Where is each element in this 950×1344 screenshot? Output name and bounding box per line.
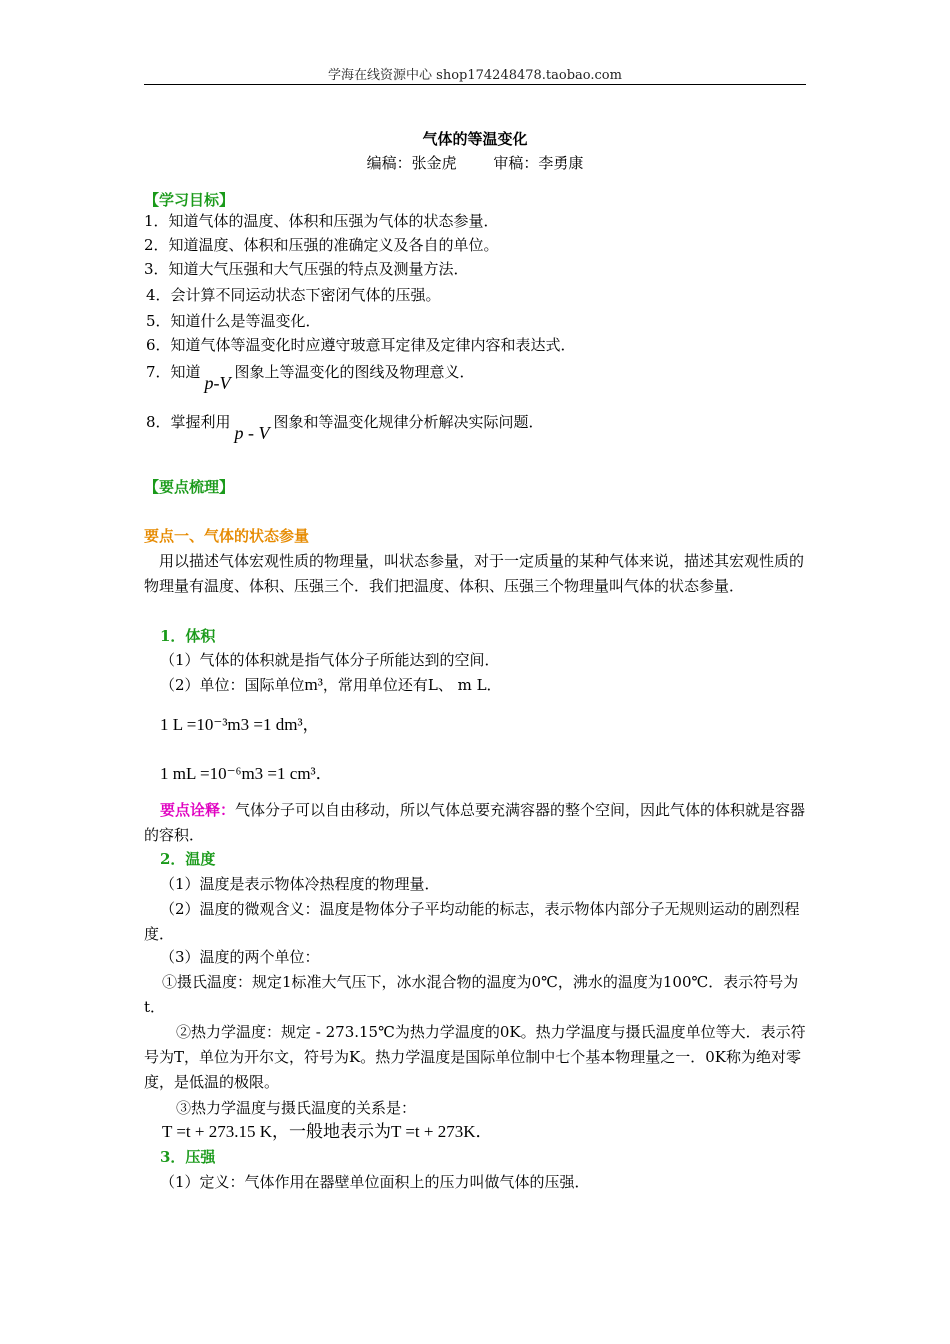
pressure-heading: 3．压强 (160, 1148, 216, 1166)
goal-item: 2．知道温度、体积和压强的准确定义及各自的单位。 (144, 236, 499, 254)
temperature-item: （2）温度的微观含义：温度是物体分子平均动能的标志，表示物体内部分子无规则运动的剧烈程度． (144, 900, 800, 943)
note-paragraph (144, 798, 806, 848)
goal-7-pre: 7．知道 (146, 363, 201, 381)
volume-unit-pre: （2）单位：国际单位 (160, 676, 305, 694)
celsius-paragraph: ①摄氏温度：规定1标准大气压下，冰水混合物的温度为0℃，沸水的温度为100℃．表示符号为t． (144, 973, 799, 1016)
temperature-item: （3）温度的两个单位： (160, 948, 320, 966)
goal-item: 4．会计算不同运动状态下密闭气体的压强。 (146, 286, 441, 304)
goal-8-post: 图象和等温变化规律分析解决实际问题． (273, 413, 544, 431)
intro-paragraph: 用以描述气体宏观性质的物理量，叫状态参量，对于一定质量的某种气体来说，描述其宏观性质的物理量有温度、体积、压强三个．我们把温度、体积、压强三个物理量叫气体的状态参量． (144, 552, 805, 595)
note-text: 气体分子可以自由移动，所以气体总要充满容器的整个空间，因此气体的体积就是容器的容积． (144, 801, 806, 844)
goal-8-pre: 8．掌握利用 (146, 413, 231, 431)
goal-7-post: 图象上等温变化的图线及物理意义． (234, 363, 475, 381)
pressure-item: （1）定义：气体作用在器壁单位面积上的压力叫做气体的压强． (160, 1173, 590, 1191)
goal-item-8 (146, 410, 544, 443)
goal-item: 5．知道什么是等温变化． (146, 312, 321, 330)
goal-item: 3．知道大气压强和大气压强的特点及测量方法． (144, 260, 469, 278)
volume-heading: 1．体积 (160, 627, 216, 645)
goal-item-7 (146, 360, 475, 393)
goal-item: 1．知道气体的温度、体积和压强为气体的状态参量． (144, 212, 499, 230)
reviewer: 审稿：李勇康 (493, 154, 584, 172)
volume-unit-line (160, 674, 502, 696)
section-heading: 要点一、气体的状态参量 (144, 527, 310, 545)
volume-item: （1）气体的体积就是指气体分子所能达到的空间． (160, 651, 500, 669)
relation-line: ③热力学温度与摄氏温度的关系是： (176, 1099, 417, 1117)
temperature-item: （1）温度是表示物体冷热程度的物理量． (160, 875, 440, 893)
volume-equation-1: 1 L =10⁻³m3 =1 dm³， (160, 715, 320, 734)
note-label: 要点诠释： (160, 801, 236, 819)
goal-item: 6．知道气体等温变化时应遵守玻意耳定律及定律内容和表达式． (146, 336, 576, 354)
temperature-heading: 2．温度 (160, 850, 216, 868)
kelvin-paragraph: ②热力学温度：规定 - 273.15℃为热力学温度的0K。热力学温度与摄氏温度单位等大．表示符号为T，单位为开尔文，符号为K。热力学温度是国际单位制中七个基本物理量之一．0K称为绝对零度，是低温的极限。 (144, 1023, 806, 1091)
relation-equation: T =t + 273.15 K，一般地表示为T =t + 273K． (162, 1122, 493, 1141)
goals-heading: 【学习目标】 (144, 191, 235, 209)
volume-equation-2: 1 mL =10⁻⁶m3 =1 cm³． (160, 764, 333, 783)
doc-title: 气体的等温变化 (422, 130, 528, 148)
points-heading: 【要点梳理】 (144, 478, 235, 496)
page-header: 学海在线资源中心 shop174248478.taobao.com (328, 68, 622, 83)
goal-7-math: p-V (204, 373, 231, 393)
volume-unit: m³ (304, 675, 323, 694)
goal-8-math: p - V (234, 423, 270, 443)
editor: 编稿：张金虎 (366, 154, 457, 172)
volume-unit-post: ，常用单位还有L、 m L． (322, 676, 502, 694)
header-rule (144, 84, 806, 85)
doc-authors (144, 152, 806, 173)
